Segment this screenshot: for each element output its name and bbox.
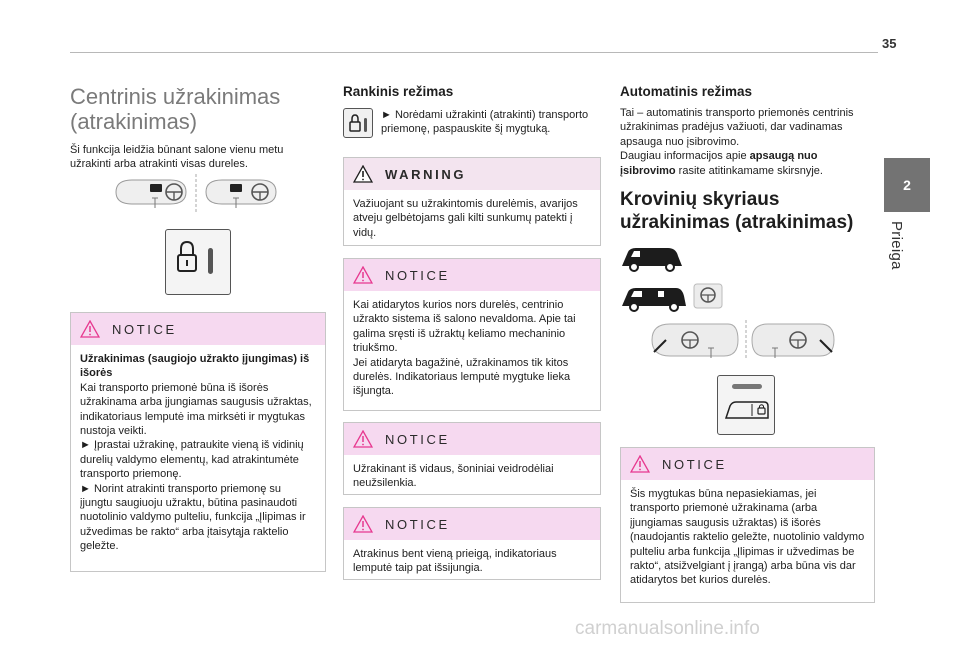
central-lock-button[interactable]	[165, 229, 231, 295]
header-rule	[70, 52, 878, 53]
notice-title: NOTICE	[385, 431, 450, 447]
notice-header	[344, 423, 600, 455]
notice-body: Šis mygtukas būna nepasiekiamas, jei transporto priemonė užrakinama (arba įjungiamas saugusis užraktas) iš išorės (naudojantis raktelio geležte, nuotolinio valdymo pulteliu arba funkcija „Įlipimas ir užvedimas be rakto“, atsižvelgiant į įrangą) arba būna vis dar atidarytos bet kurios durelės.	[630, 488, 865, 587]
chapter-label	[888, 221, 918, 291]
intro-text: Ši funkcija leidžia būnant salone vienu metu užrakinti arba atrakinti visas dureles.	[70, 144, 284, 171]
manual-lock-button-icon	[343, 108, 373, 138]
notice-title: NOTICE	[112, 321, 177, 337]
warning-triangle-icon	[353, 515, 373, 533]
notice-header	[71, 313, 325, 345]
chapter-tab[interactable]: 2	[884, 158, 930, 212]
section-title: Centrinis užrakinimas (atrakinimas)	[70, 84, 281, 134]
padlock-icon	[166, 230, 232, 296]
section-title: Automatinis režimas	[620, 84, 753, 99]
notice-header	[621, 448, 874, 480]
auto-mode-reference	[620, 149, 875, 178]
door-handles-illustration	[112, 172, 280, 216]
column-central-locking	[70, 84, 326, 172]
cargo-van-lock-icon	[718, 376, 776, 436]
section-title: Rankinis režimas	[343, 84, 454, 99]
left-door-panel-icon	[652, 324, 738, 358]
notice-body: Užrakinant iš vidaus, šoniniai veidrodėliai neužsilenkia.	[353, 463, 554, 490]
warning-header	[344, 158, 600, 190]
reference-prefix: Daugiau informacijos apie	[620, 150, 750, 163]
cargo-door-panels-illustration	[648, 318, 838, 362]
manual-mode-text-content: ► Norėdami užrakinti (atrakinti) transporto priemonę, paspauskite šį mygtuką.	[381, 109, 589, 136]
notice-title: NOTICE	[385, 267, 450, 283]
watermark: carmanualsonline.info	[575, 618, 760, 639]
notice-body: Kai transporto priemonė būna iš išorės užrakinama arba įjungiamas saugusis užraktas, indikatoriaus lemputė ima mirksėti ir mygtukas nustoja veikti. ► Įprastai užrakinę, patraukite vieną iš vidinių durelių valdymo elementų, kad atrakintumėte transporto priemonę. ► Norint atrakinti transporto priemonę su įjungtu saugiuoju užraktu, būtina pasinaudoti nuotolinio valdymo pulteliu, funkcija „Įlipimas ir užvedimas be rakto“ arba įtaisytąja raktelio geležte.	[80, 381, 312, 553]
manual-mode-text	[381, 108, 603, 137]
chapter-label-text: Prieiga	[888, 221, 905, 270]
cargo-section-title: Krovinių skyriaus užrakinimas (atrakinimas)	[620, 189, 854, 234]
left-door-panel-icon	[116, 180, 186, 208]
warning-triangle-icon	[353, 165, 373, 183]
page-number: 35	[882, 36, 897, 51]
warning-triangle-icon	[80, 320, 100, 338]
right-door-panel-icon	[206, 180, 276, 208]
cargo-lock-button[interactable]	[717, 375, 775, 435]
notice-title: NOTICE	[662, 456, 727, 472]
column-automatic-mode	[620, 84, 875, 234]
van-open-doors-icon	[622, 288, 686, 311]
warning-title: WARNING	[385, 166, 467, 182]
notice-box-mirrors	[343, 422, 601, 495]
warning-triangle-icon	[353, 266, 373, 284]
notice-title: NOTICE	[385, 516, 450, 532]
notice-box-doors-open	[343, 258, 601, 411]
reference-suffix: rasite atitinkamame skirsnyje.	[675, 164, 823, 177]
auto-mode-text: Tai – automatinis transporto priemonės centrinis užrakinimas pradėjus važiuoti, dar vadinamas apsauga nuo įsibrovimo.	[620, 107, 854, 148]
notice-header	[344, 259, 600, 291]
steering-wheel-icon	[694, 284, 722, 308]
van-side-icon	[622, 248, 682, 271]
notice-box-unlock-indicator	[343, 507, 601, 580]
notice-body: Kai atidarytos kurios nors durelės, centrinio užrakto sistema iš salono nevaldoma. Apie tai galima sręsti iš užraktų keliamo mechaninio triukšmo. Jei atidaryta bagažinė, užrakinamos tik kitos durelės. Indikatoriaus lemputė mygtuke lieka išjungta.	[353, 299, 576, 398]
reference-link-text[interactable]: apsaugą nuo įsibrovimo	[620, 150, 818, 177]
warning-body: Važiuojant su užrakintomis durelėmis, avarijos atveju gelbėtojams gali kilti sunkumų patekti į vidų.	[353, 198, 578, 239]
notice-box-exterior-locking	[70, 312, 326, 572]
padlock-icon	[344, 109, 374, 139]
notice-subtitle: Užrakinimas (saugiojo užrakto įjungimas) iš išorės	[80, 353, 310, 380]
column-manual-mode	[343, 84, 601, 100]
notice-box-cargo-button	[620, 447, 875, 603]
van-illustrations	[620, 242, 730, 312]
warning-triangle-icon	[630, 455, 650, 473]
notice-header	[344, 508, 600, 540]
right-door-panel-icon	[752, 324, 834, 358]
warning-box	[343, 157, 601, 246]
notice-body: Atrakinus bent vieną prieigą, indikatoriaus lemputė taip pat išsijungia.	[353, 548, 557, 575]
warning-triangle-icon	[353, 430, 373, 448]
